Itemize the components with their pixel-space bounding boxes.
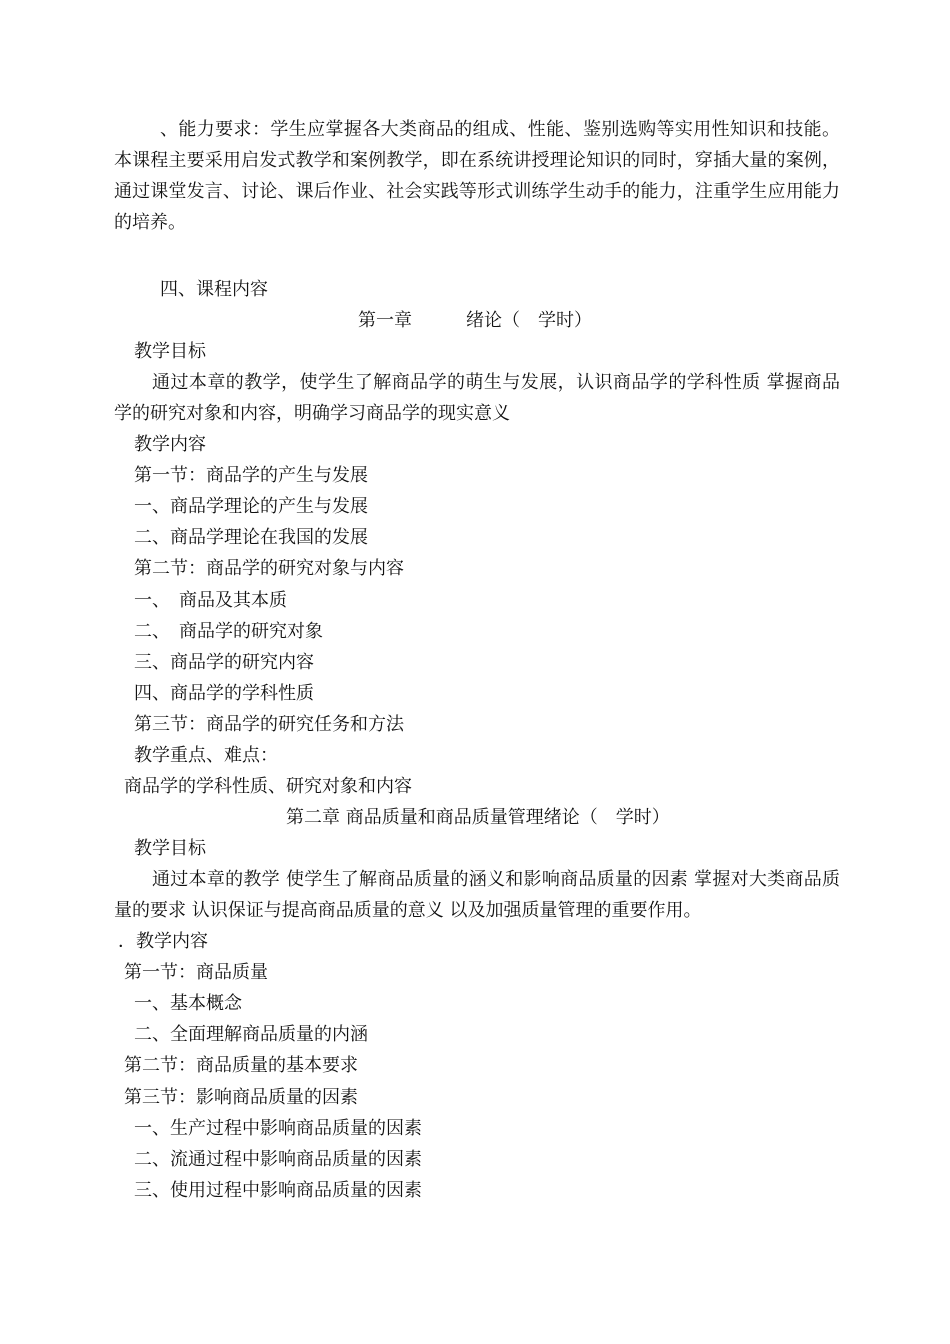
chapter1-item: 一、 商品及其本质	[134, 590, 287, 611]
chapter2-item: 第三节：影响商品质量的因素	[124, 1087, 358, 1108]
chapter1-item: 三、商品学的研究内容	[134, 652, 314, 673]
chapter1-item: 第二节：商品学的研究对象与内容	[134, 558, 404, 579]
chapter2-item: 一、生产过程中影响商品质量的因素	[134, 1118, 422, 1139]
chapter1-item: 二、 商品学的研究对象	[134, 621, 323, 642]
chapter1-key-label: 教学重点、难点：	[134, 745, 278, 766]
chapter1-objective-label: 教学目标	[134, 341, 206, 362]
chapter1-item: 二、商品学理论在我国的发展	[134, 527, 368, 548]
chapter2-objective-label: 教学目标	[134, 838, 206, 859]
chapter2-item: 第二节：商品质量的基本要求	[124, 1055, 358, 1076]
chapter1-item: 第三节：商品学的研究任务和方法	[134, 714, 404, 735]
chapter2-item: 三、使用过程中影响商品质量的因素	[134, 1180, 422, 1201]
chapter1-key-text: 商品学的学科性质、研究对象和内容	[124, 776, 412, 797]
chapter2-item: 二、全面理解商品质量的内涵	[134, 1024, 368, 1045]
chapter1-title: 第一章 绪论（ 学时）	[358, 310, 592, 331]
chapter2-content-label: ．教学内容	[118, 931, 208, 952]
chapter1-item: 四、商品学的学科性质	[134, 683, 314, 704]
chapter2-objective-text: 通过本章的教学 使学生了解商品质量的涵义和影响商品质量的因素 掌握对大类商品质量的要求 认识保证与提高商品质量的意义 以及加强质量管理的重要作用。	[114, 869, 840, 921]
section-heading: 四、课程内容	[160, 279, 268, 300]
ability-requirement-paragraph: 、能力要求：学生应掌握各大类商品的组成、性能、鉴别选购等实用性知识和技能。本课程主要采用启发式教学和案例教学，即在系统讲授理论知识的同时，穿插大量的案例，通过课堂发言、讨论、课后作业、社会实践等形式训练学生动手的能力，注重学生应用能力的培养。	[114, 119, 840, 233]
chapter2-item: 第一节：商品质量	[124, 962, 268, 983]
chapter2-item: 一、基本概念	[134, 993, 242, 1014]
chapter2-title: 第二章 商品质量和商品质量管理绪论（ 学时）	[286, 807, 670, 828]
chapter1-item: 一、商品学理论的产生与发展	[134, 496, 368, 517]
chapter1-content-label: 教学内容	[134, 434, 206, 455]
chapter1-item: 第一节：商品学的产生与发展	[134, 465, 368, 486]
chapter1-objective-text: 通过本章的教学，使学生了解商品学的萌生与发展，认识商品学的学科性质 掌握商品学的研究对象和内容，明确学习商品学的现实意义	[114, 372, 840, 424]
chapter2-item: 二、流通过程中影响商品质量的因素	[134, 1149, 422, 1170]
